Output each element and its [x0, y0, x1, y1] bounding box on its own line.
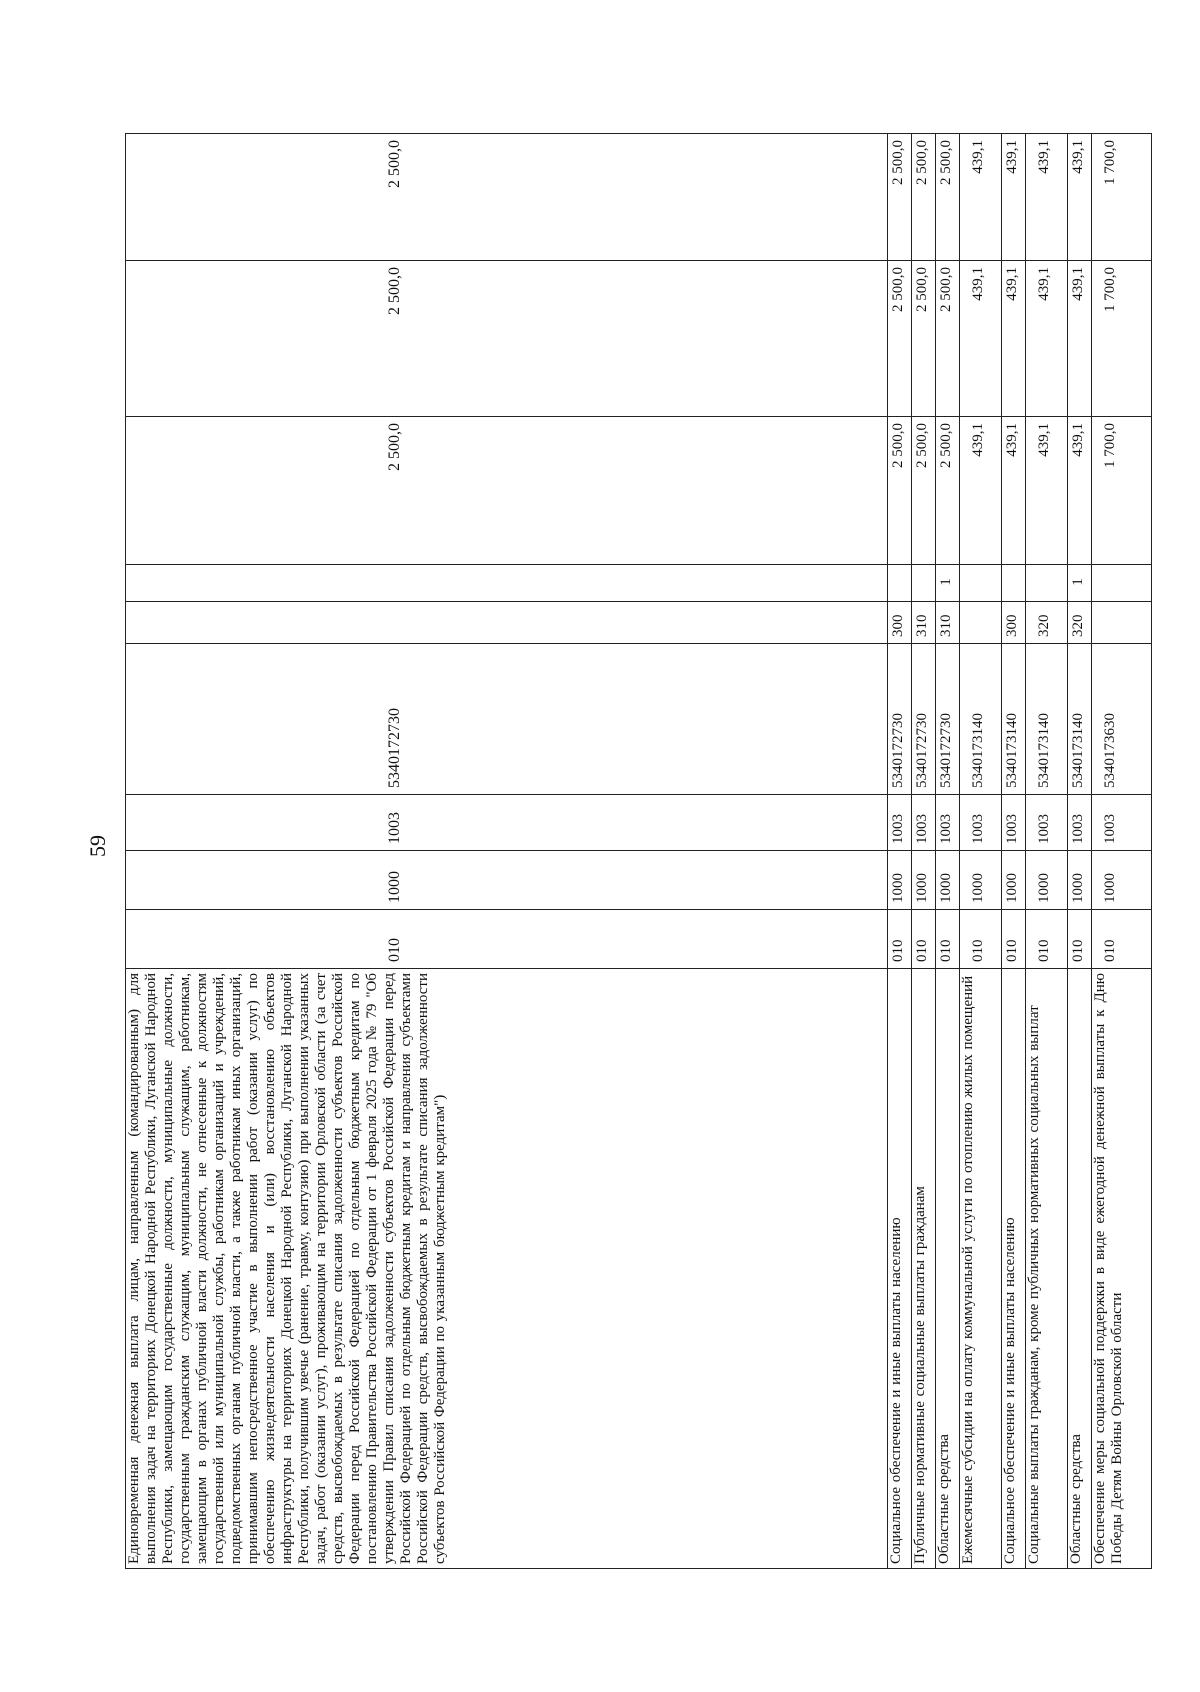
- target-article-code: 5340172730: [126, 644, 888, 795]
- subsection-code: 1003: [1092, 795, 1152, 851]
- table-row: [1068, 134, 1092, 1569]
- amount-year-2: 2 500,0: [126, 261, 888, 417]
- section-code: 1000: [936, 851, 960, 910]
- amount-year-2: 1 700,0: [1092, 261, 1152, 417]
- funding-source-code: [1002, 565, 1026, 602]
- amount-year-2: 439,1: [1068, 261, 1092, 417]
- funding-source-code: [1092, 565, 1152, 602]
- subsection-code: 1003: [960, 795, 1002, 851]
- target-article-code: 5340172730: [888, 644, 912, 795]
- row-description: Социальное обеспечение и иные выплаты населению: [1002, 969, 1026, 1569]
- amount-year-2: 439,1: [1002, 261, 1026, 417]
- funding-source-code: [126, 565, 888, 602]
- row-description: Областные средства: [1068, 969, 1092, 1569]
- amount-year-2: 439,1: [1026, 261, 1068, 417]
- row-description: Областные средства: [936, 969, 960, 1569]
- expense-type-code: 320: [1068, 602, 1092, 644]
- amount-year-1: 2 500,0: [126, 417, 888, 565]
- funding-source-code: [888, 565, 912, 602]
- amount-year-3: 1 700,0: [1092, 134, 1152, 261]
- grbs-code: 010: [960, 910, 1002, 969]
- section-code: 1000: [912, 851, 936, 910]
- section-code: 1000: [888, 851, 912, 910]
- grbs-code: 010: [1026, 910, 1068, 969]
- row-description: Социальные выплаты гражданам, кроме публичных нормативных социальных выплат: [1026, 969, 1068, 1569]
- section-code: 1000: [1002, 851, 1026, 910]
- row-description: Ежемесячные субсидии на оплату коммунальной услуги по отоплению жилых помещений: [960, 969, 1002, 1569]
- subsection-code: 1003: [1026, 795, 1068, 851]
- target-article-code: 5340173140: [1002, 644, 1026, 795]
- amount-year-3: 439,1: [960, 134, 1002, 261]
- table-row: [1002, 134, 1026, 1569]
- amount-year-2: 2 500,0: [912, 261, 936, 417]
- grbs-code: 010: [1002, 910, 1026, 969]
- table-row: [936, 134, 960, 1569]
- table-row: [1026, 134, 1068, 1569]
- amount-year-1: 2 500,0: [912, 417, 936, 565]
- expense-type-code: 300: [1002, 602, 1026, 644]
- amount-year-1: 2 500,0: [936, 417, 960, 565]
- grbs-code: 010: [126, 910, 888, 969]
- budget-table: [125, 133, 1152, 1569]
- table-row: [1092, 134, 1152, 1569]
- funding-source-code: [1026, 565, 1068, 602]
- amount-year-3: 439,1: [1002, 134, 1026, 261]
- expense-type-code: 300: [888, 602, 912, 644]
- funding-source-code: [912, 565, 936, 602]
- page-number: 59: [85, 835, 110, 857]
- expense-type-code: [1092, 602, 1152, 644]
- grbs-code: 010: [888, 910, 912, 969]
- expense-type-code: 310: [936, 602, 960, 644]
- subsection-code: 1003: [888, 795, 912, 851]
- table-row: [888, 134, 912, 1569]
- target-article-code: 5340173140: [1026, 644, 1068, 795]
- grbs-code: 010: [936, 910, 960, 969]
- subsection-code: 1003: [1002, 795, 1026, 851]
- funding-source-code: [960, 565, 1002, 602]
- expense-type-code: 320: [1026, 602, 1068, 644]
- amount-year-3: 2 500,0: [888, 134, 912, 261]
- amount-year-2: 439,1: [960, 261, 1002, 417]
- section-code: 1000: [126, 851, 888, 910]
- table-row: [960, 134, 1002, 1569]
- grbs-code: 010: [1092, 910, 1152, 969]
- target-article-code: 5340173630: [1092, 644, 1152, 795]
- section-code: 1000: [960, 851, 1002, 910]
- funding-source-code: 1: [936, 565, 960, 602]
- subsection-code: 1003: [912, 795, 936, 851]
- target-article-code: 5340172730: [936, 644, 960, 795]
- row-description: Обеспечение меры социальной поддержки в виде ежегодной денежной выплаты к Дню Победы Детям Войны Орловской области: [1092, 969, 1152, 1569]
- amount-year-2: 2 500,0: [888, 261, 912, 417]
- target-article-code: 5340173140: [1068, 644, 1092, 795]
- table-row: [912, 134, 936, 1569]
- amount-year-3: 439,1: [1026, 134, 1068, 261]
- expense-type-code: [126, 602, 888, 644]
- amount-year-3: 2 500,0: [936, 134, 960, 261]
- section-code: 1000: [1068, 851, 1092, 910]
- grbs-code: 010: [912, 910, 936, 969]
- amount-year-1: 439,1: [1026, 417, 1068, 565]
- section-code: 1000: [1092, 851, 1152, 910]
- amount-year-1: 1 700,0: [1092, 417, 1152, 565]
- amount-year-3: 2 500,0: [912, 134, 936, 261]
- subsection-code: 1003: [936, 795, 960, 851]
- expense-type-code: [960, 602, 1002, 644]
- target-article-code: 5340172730: [912, 644, 936, 795]
- subsection-code: 1003: [1068, 795, 1092, 851]
- budget-table-rotated: [125, 134, 1125, 1569]
- amount-year-1: 439,1: [1068, 417, 1092, 565]
- row-description: Социальное обеспечение и иные выплаты населению: [888, 969, 912, 1569]
- funding-source-code: 1: [1068, 565, 1092, 602]
- amount-year-3: 2 500,0: [126, 134, 888, 261]
- target-article-code: 5340173140: [960, 644, 1002, 795]
- amount-year-1: 2 500,0: [888, 417, 912, 565]
- row-description: Публичные нормативные социальные выплаты гражданам: [912, 969, 936, 1569]
- section-code: 1000: [1026, 851, 1068, 910]
- amount-year-2: 2 500,0: [936, 261, 960, 417]
- amount-year-1: 439,1: [960, 417, 1002, 565]
- amount-year-1: 439,1: [1002, 417, 1026, 565]
- row-description: Единовременная денежная выплата лицам, направленным (командированным) для выполнения задач на территориях Донецкой Народной Республики, Луганской Народной Республики, замещающим государственные должности, муниципальные должности, государственным гражданским служащим, муниципальным служащим, работникам, замещающим в органах публичной власти должности, не отнесенные к должностям государственной или муниципальной службы, работникам организаций и учреждений, подведомственных органам публичной власти, а также работникам иных организаций, принимавшим непосредственное участие в выполнении работ (оказании услуг) по обеспечению жизнедеятельности населения и (или) восстановлению объектов инфраструктуры на территориях Донецкой Народной Республики, Луганской Народной Республики, получившим увечье (ранение, травму, контузию) при выполнении указанных задач, работ (оказании услуг), проживающим на территории Орловской области (за счет средств, высвобождаемых в результате списания задолженности субъектов Российской Федерации перед Российской Федерацией по отдельным бюджетным кредитам по постановлению Правительства Российской Федерации от 1 февраля 2025 года № 79 "Об утверждении Правил списания задолженности субъектов Российской Федерации перед Российской Федерацией по отдельным бюджетным кредитам и направления субъектами Российской Федерации средств, высвобождаемых в результате списания задолженности субъектов Российской Федерации по указанным бюджетным кредитам"): [126, 969, 888, 1569]
- grbs-code: 010: [1068, 910, 1092, 969]
- subsection-code: 1003: [126, 795, 888, 851]
- table-row: [126, 134, 888, 1569]
- expense-type-code: 310: [912, 602, 936, 644]
- amount-year-3: 439,1: [1068, 134, 1092, 261]
